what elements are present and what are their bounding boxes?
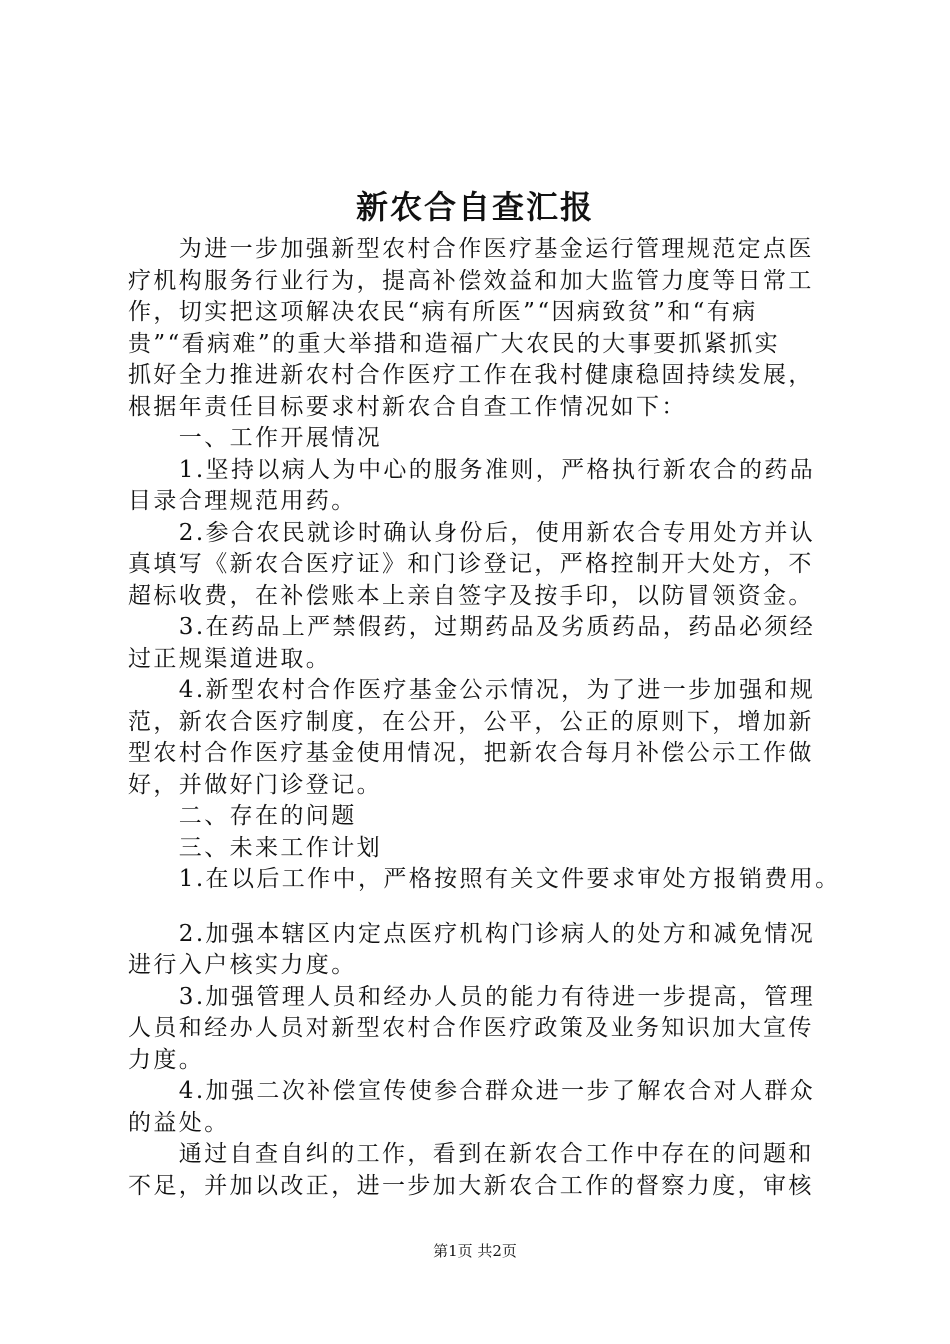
text-line: 过正规渠道进取。 xyxy=(128,645,332,672)
text-line: 4.加强二次补偿宣传使参合群众进一步了解农合对人群众 xyxy=(128,1078,816,1104)
text-line: 2.加强本辖区内定点医疗机构门诊病人的处方和减免情况 xyxy=(128,920,816,947)
text-line: 目录合理规范用药。 xyxy=(128,488,357,514)
blank-line xyxy=(128,896,828,919)
text-line: 范，新农合医疗制度，在公开，公平，公正的原则下，增加新 xyxy=(128,708,814,735)
text-line: 不足，并加以改正，进一步加大新农合工作的督察力度，审核 xyxy=(128,1172,814,1199)
text-line: 根据年责任目标要求村新农合自查工作情况如下： xyxy=(128,393,687,420)
text-line: 作，切实把这项解决农民“病有所医”“因病致贫”和“有病 xyxy=(128,299,758,325)
text-line: 为进一步加强新型农村合作医疗基金运行管理规范定点医 xyxy=(128,236,814,262)
text-line: 人员和经办人员对新型农村合作医疗政策及业务知识加大宣传 xyxy=(128,1015,814,1041)
text-line: 3.在药品上严禁假药，过期药品及劣质药品，药品必须经 xyxy=(128,614,816,640)
text-line: 贵”“看病难”的重大举措和造福广大农民的大事要抓紧抓实 xyxy=(128,330,781,357)
document-title: 新农合自查汇报 xyxy=(355,188,594,226)
text-line: 的益处。 xyxy=(128,1109,230,1136)
text-line: 4.新型农村合作医疗基金公示情况，为了进一步加强和规 xyxy=(128,677,816,703)
text-line: 好，并做好门诊登记。 xyxy=(128,771,382,798)
text-line: 3.加强管理人员和经办人员的能力有待进一步提高，管理 xyxy=(128,983,816,1010)
text-line: 真填写《新农合医疗证》和门诊登记，严格控制开大处方，不 xyxy=(128,551,814,577)
page-footer: 第1页 共2页 xyxy=(433,1242,517,1260)
text-line: 一、工作开展情况 xyxy=(128,425,382,451)
document-body xyxy=(128,234,841,1202)
text-line: 1.在以后工作中，严格按照有关文件要求审处方报销费用。 xyxy=(128,866,841,892)
text-line: 2.参合农民就诊时确认身份后，使用新农合专用处方并认 xyxy=(128,519,816,546)
text-line: 通过自查自纠的工作，看到在新农合工作中存在的问题和 xyxy=(128,1141,814,1167)
text-line: 超标收费，在补偿账本上亲自签字及按手印，以防冒领资金。 xyxy=(128,582,814,609)
text-line: 疗机构服务行业行为，提高补偿效益和加大监管力度等日常工 xyxy=(128,267,814,294)
text-line: 二、存在的问题 xyxy=(128,803,357,829)
text-line: 1.坚持以病人为中心的服务准则，严格执行新农合的药品 xyxy=(128,456,816,483)
text-line: 型农村合作医疗基金使用情况，把新农合每月补偿公示工作做 xyxy=(128,740,814,766)
text-line: 进行入户核实力度。 xyxy=(128,952,357,978)
text-line: 力度。 xyxy=(128,1046,205,1073)
text-line: 三、未来工作计划 xyxy=(128,834,382,861)
text-line: 抓好全力推进新农村合作医疗工作在我村健康稳固持续发展， xyxy=(128,362,814,388)
